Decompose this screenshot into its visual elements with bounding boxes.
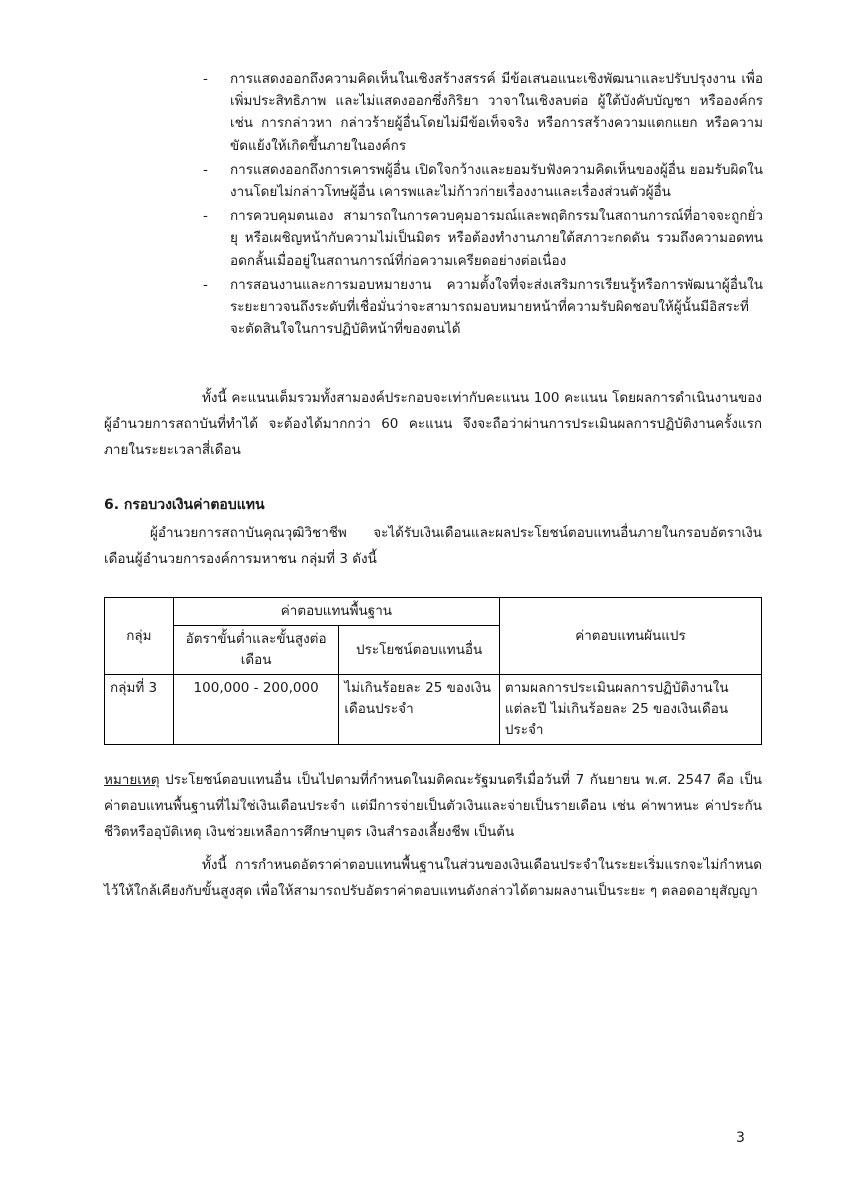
bullet-marker: -: [203, 71, 208, 87]
bullet-text: การแสดงออกถึงการเคารพผู้อื่น เปิดใจกว้างและยอมรับฟังความคิดเห็นของผู้อื่น ยอมรับผิดในงานโดยไม่กล่าวโทษผู้อื่น เคารพและไม่ก้าวก่ายเรื่องงานและเรื่องส่วนตัวผู้อื่น: [230, 161, 763, 201]
section-heading: 6. กรอบวงเงินค่าตอบแทน: [104, 497, 265, 513]
bullet-marker: -: [203, 208, 208, 225]
compensation-table: [104, 597, 762, 745]
section-intro-text: ผู้อำนวยการสถาบันคุณวุฒิวิชาชีพ จะได้รับเงินเดือนและผลประโยชน์ตอบแทนอื่นภายในกรอบอัตราเงินเดือนผู้อำนวยการองค์การมหาชน กลุ่มที่ 3 ดังนี้: [104, 525, 762, 567]
bullet-item: [203, 68, 763, 157]
header-group: กลุ่ม: [105, 598, 174, 675]
bullet-item: [203, 205, 763, 272]
closing-paragraph-text: ทั้งนี้ การกำหนดอัตราค่าตอบแทนพื้นฐานในส่วนของเงินเดือนประจำในระยะเริ่มแรกจะไม่กำหนดไว้ให้ใกล้เคียงกับขั้นสูงสุด เพื่อให้สามารถปรับอัตราค่าตอบแทนดังกล่าวได้ตามผลงานเป็นระยะ ๆ ตลอดอายุสัญญา: [104, 857, 762, 899]
section-intro: [104, 520, 762, 572]
page-number: 3: [736, 1130, 745, 1146]
header-variable-compensation: ค่าตอบแทนผันแปร: [499, 598, 761, 675]
bullet-text: การแสดงออกถึงความคิดเห็นในเชิงสร้างสรรค์ มีข้อเสนอแนะเชิงพัฒนาและปรับปรุงงาน เพื่อเพิ่มประสิทธิภาพ และไม่แสดงออกซึ่งกิริยา วาจาในเชิงลบต่อ ผู้ใต้บังคับบัญชา หรือองค์กร เช่น การกล่าวหา กล่าวร้ายผู้อื่นโดยไม่มีข้อเท็จจริง หรือการสร้างความแตกแยก หรือความขัดแย้งให้เกิดขึ้นภายในองค์กร: [230, 71, 763, 154]
bullet-text: การควบคุมตนเอง สามารถในการควบคุมอารมณ์และพฤติกรรมในสถานการณ์ที่อาจจะถูกยั่วยุ หรือเผชิญหน้ากับความไม่เป็นมิตร หรือต้องทำงานภายใต้สภาวะกดดัน รวมถึงความอดทนอดกลั้นเมื่ออยู่ในสถานการณ์ที่ก่อความเครียดอย่างต่อเนื่อง: [230, 208, 763, 269]
header-salary-range: อัตราขั้นต่ำและขั้นสูงต่อเดือน: [173, 626, 339, 675]
header-base-compensation: ค่าตอบแทนพื้นฐาน: [173, 598, 499, 626]
cell-salary-range: 100,000 - 200,000: [173, 675, 339, 745]
bullet-text: การสอนงานและการมอบหมายงาน ความตั้งใจที่จะส่งเสริมการเรียนรู้หรือการพัฒนาผู้อื่นในระยะยาวจนถึงระดับที่เชื่อมั่นว่าจะสามารถมอบหมายหน้าที่ความรับผิดชอบให้ผู้นั้นมีอิสระที่จะตัดสินใจในการปฏิบัติหน้าที่ของตนได้: [230, 276, 763, 338]
bullet-marker: -: [203, 161, 208, 178]
bullet-item: [203, 274, 763, 341]
note-label: หมายเหตุ: [104, 772, 160, 788]
table-row: [105, 675, 762, 745]
score-paragraph: [104, 385, 762, 463]
cell-variable: ตามผลการประเมินผลการปฏิบัติงานในแต่ละปี ไม่เกินร้อยละ 25 ของเงินเดือนประจำ: [499, 675, 761, 745]
cell-other-benefits: ไม่เกินร้อยละ 25 ของเงินเดือนประจำ: [339, 675, 500, 745]
note-paragraph: [104, 767, 762, 845]
table-header-row: [105, 598, 762, 626]
closing-paragraph: [104, 852, 762, 904]
score-paragraph-text: ทั้งนี้ คะแนนเต็มรวมทั้งสามองค์ประกอบจะเท่ากับคะแนน 100 คะแนน โดยผลการดำเนินงานของผู้อำนวยการสถาบันที่ทำได้ จะต้องได้มากกว่า 60 คะแนน จึงจะถือว่าผ่านการประเมินผลการปฏิบัติงานครั้งแรกภายในระยะเวลาสี่เดือน: [104, 390, 762, 458]
behavior-bullet-list: [203, 68, 763, 342]
note-text: ประโยชน์ตอบแทนอื่น เป็นไปตามที่กำหนดในมติคณะรัฐมนตรีเมื่อวันที่ 7 กันยายน พ.ศ. 2547 คือ เป็นค่าตอบแทนพื้นฐานที่ไม่ใช่เงินเดือนประจำ แต่มีการจ่ายเป็นตัวเงินและจ่ายเป็นรายเดือน เช่น ค่าพาหนะ ค่าประกันชีวิตหรืออุบัติเหตุ เงินช่วยเหลือการศึกษาบุตร เงินสำรองเลี้ยงชีพ เป็นต้น: [104, 772, 762, 840]
cell-group: กลุ่มที่ 3: [105, 675, 174, 745]
bullet-marker: -: [203, 276, 208, 293]
header-other-benefits: ประโยชน์ตอบแทนอื่น: [339, 626, 500, 675]
bullet-item: [203, 159, 763, 203]
